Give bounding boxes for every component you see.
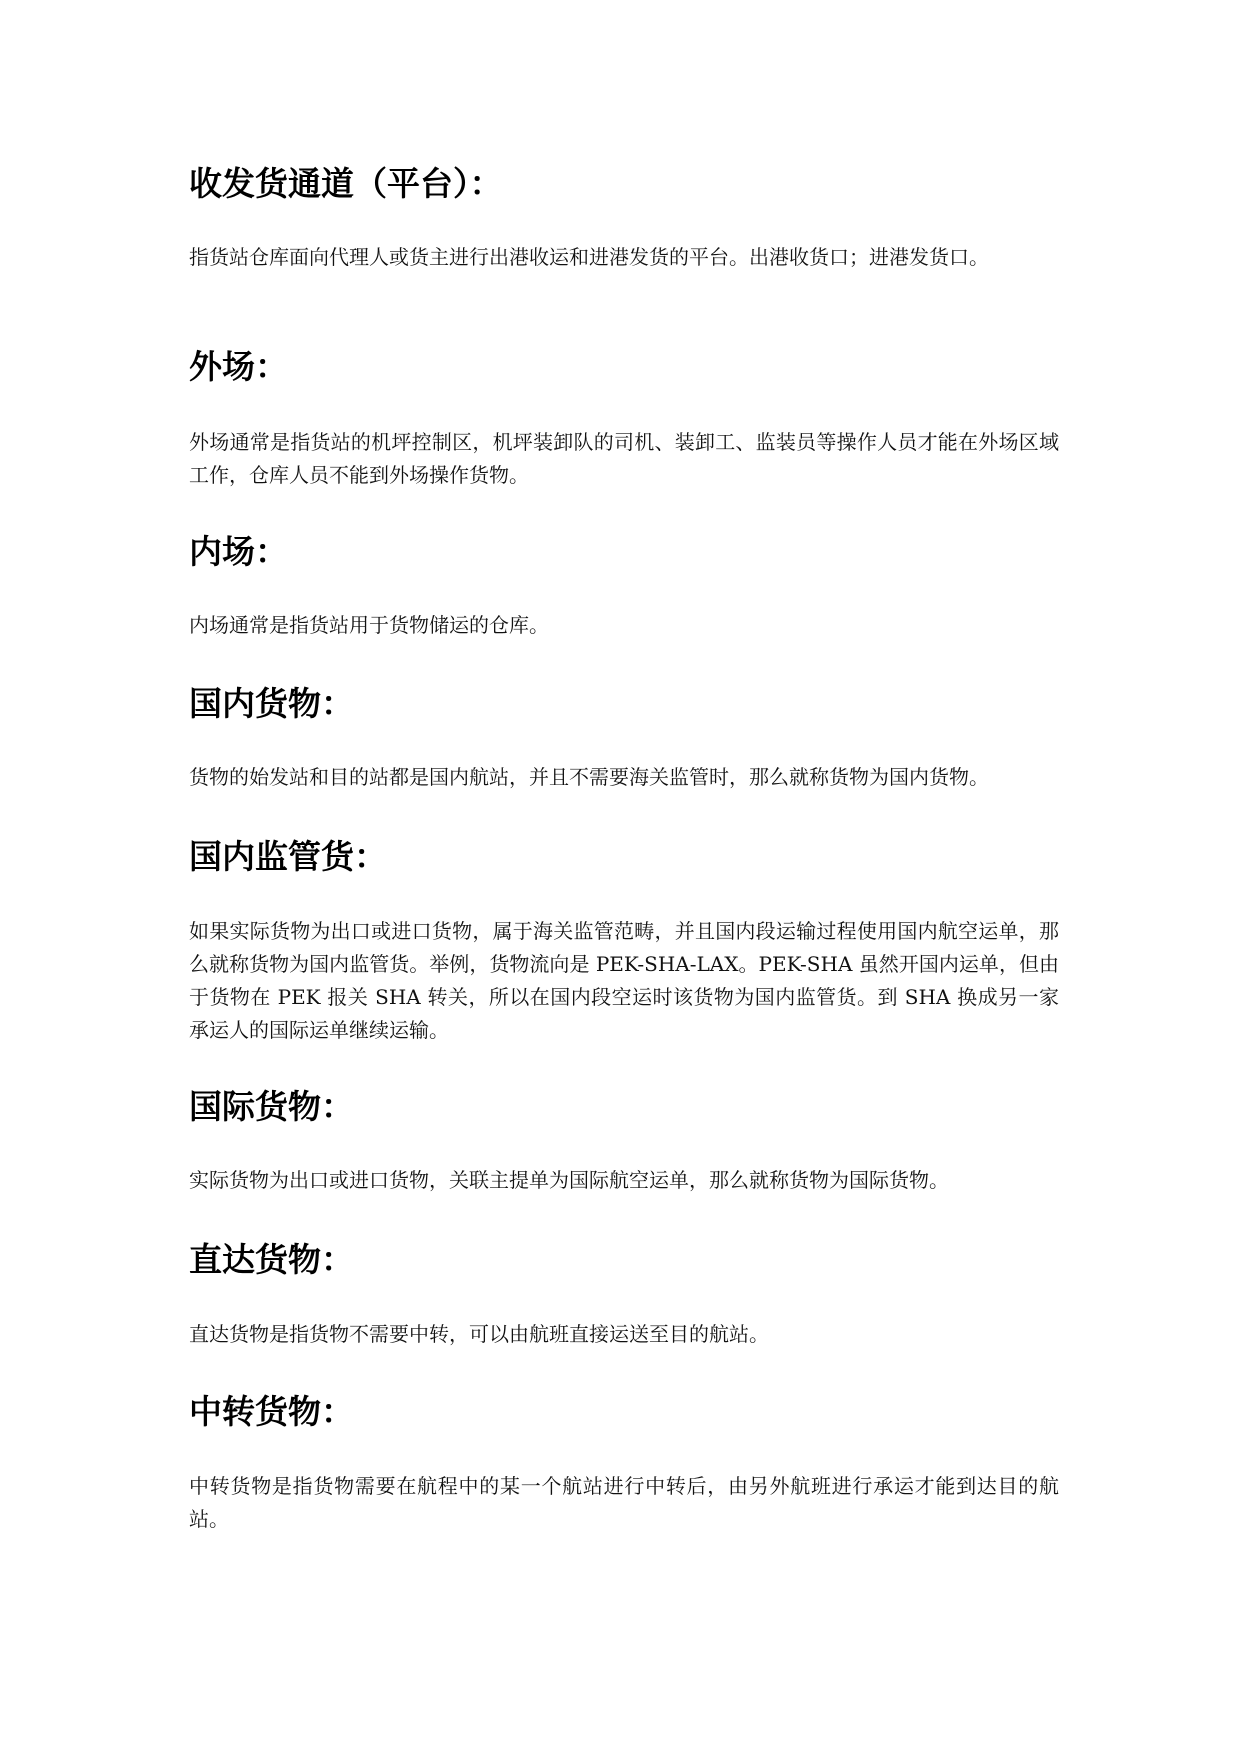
- section-body: 指货站仓库面向代理人或货主进行出港收运和进港发货的平台。出港收货口；进港发货口。: [189, 245, 989, 269]
- section-body: 如果实际货物为出口或进口货物，属于海关监管范畴，并且国内段运输过程使用国内航空运单，那么就称货物为国内监管货。举例，货物流向是 PEK-SHA-LAX。PEK-SHA 虽然开国内运单，但由于货物在 PEK 报关 SHA 转关，所以在国内段空运时该货物为国内监管货。到 SHA 换成另一家承运人的国际运单继续运输。: [189, 919, 1059, 1042]
- section-body: 实际货物为出口或进口货物，关联主提单为国际航空运单，那么就称货物为国际货物。: [189, 1168, 949, 1192]
- section-heading: 收发货通道（平台）：: [189, 164, 503, 203]
- section-body: 直达货物是指货物不需要中转，可以由航班直接运送至目的航站。: [189, 1322, 769, 1346]
- section-body: 内场通常是指货站用于货物储运的仓库。: [189, 613, 549, 637]
- section-heading: 内场：: [189, 532, 288, 571]
- section-body: 货物的始发站和目的站都是国内航站，并且不需要海关监管时，那么就称货物为国内货物。: [189, 765, 989, 789]
- section-body: 中转货物是指货物需要在航程中的某一个航站进行中转后，由另外航班进行承运才能到达目的航站。: [189, 1474, 1059, 1531]
- section-heading: 外场：: [189, 347, 288, 386]
- section-body: 外场通常是指货站的机坪控制区，机坪装卸队的司机、装卸工、监装员等操作人员才能在外场区域工作，仓库人员不能到外场操作货物。: [189, 430, 1059, 487]
- section-heading: 国际货物：: [189, 1087, 354, 1126]
- section-heading: 国内监管货：: [189, 837, 387, 876]
- section-heading: 国内货物：: [189, 684, 354, 723]
- section-heading: 直达货物：: [189, 1240, 354, 1279]
- section-heading: 中转货物：: [189, 1392, 354, 1431]
